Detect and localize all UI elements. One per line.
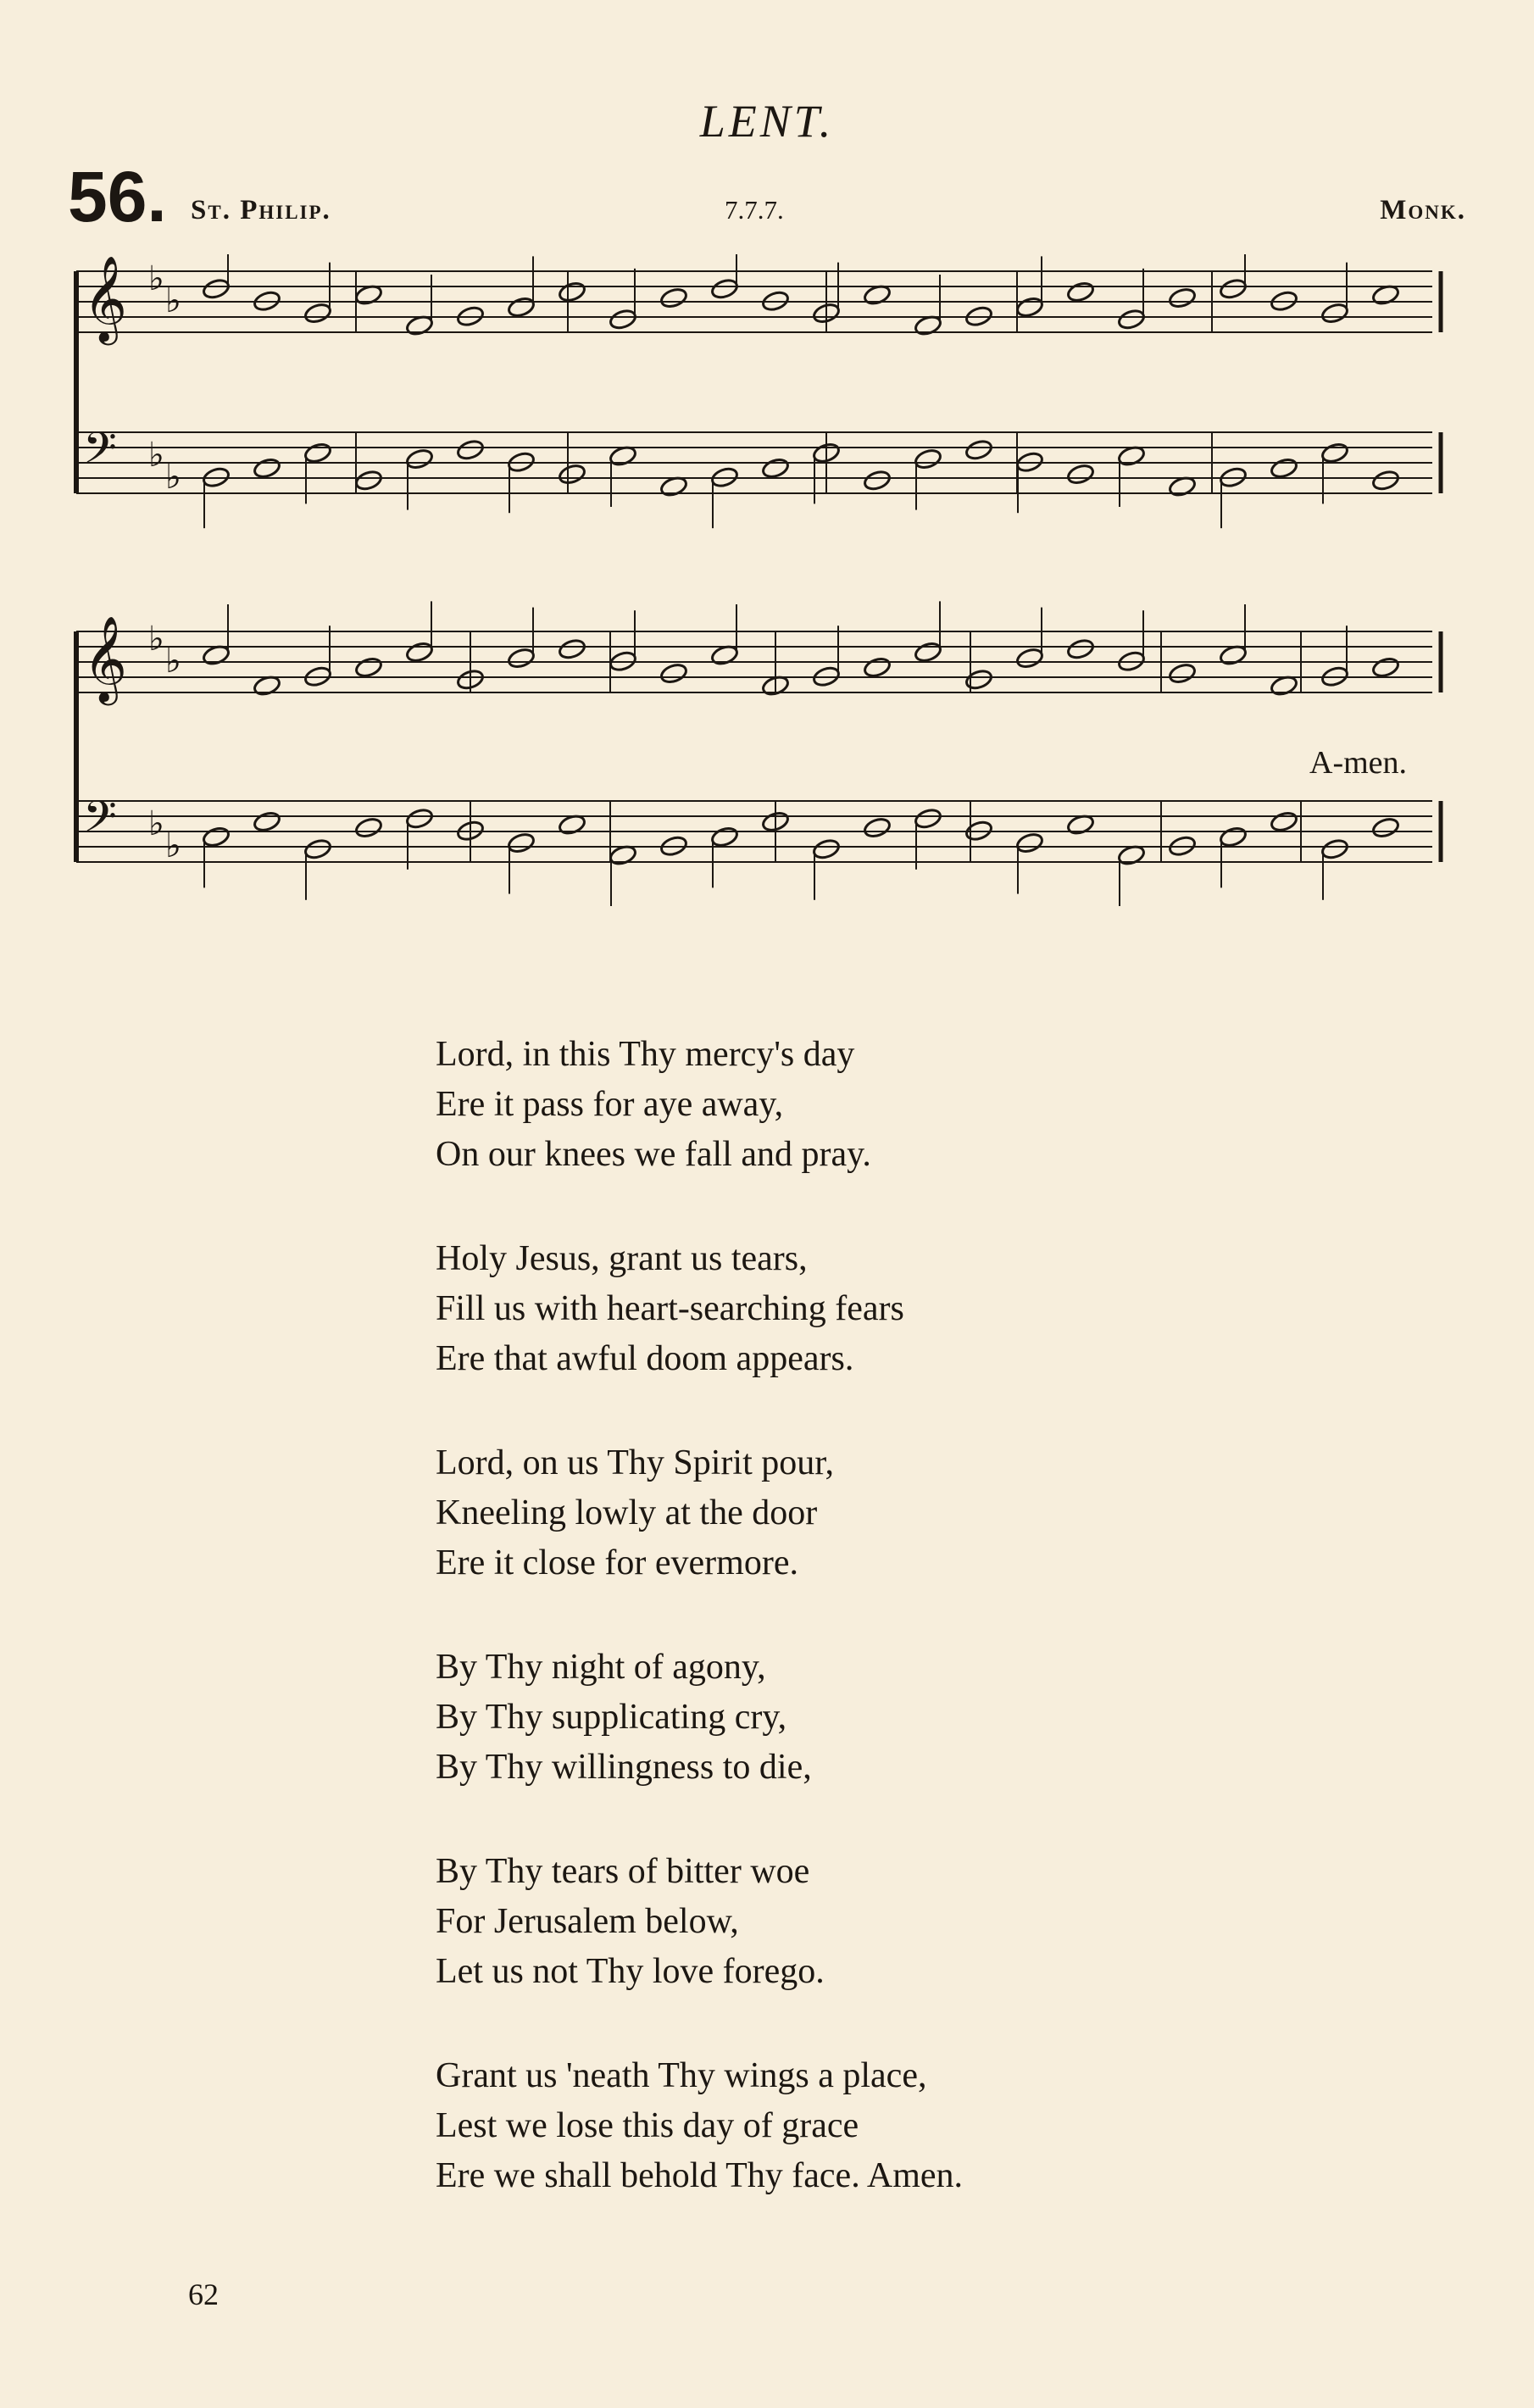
note-head bbox=[354, 656, 383, 679]
note-head bbox=[1371, 816, 1400, 839]
music-score bbox=[68, 254, 1466, 949]
note-head bbox=[507, 647, 536, 670]
verse-line: By Thy willingness to die, bbox=[436, 1748, 812, 1787]
note-head bbox=[812, 837, 841, 860]
hymn-verses bbox=[436, 1030, 1283, 2255]
note-head bbox=[507, 831, 536, 854]
verse-line: Ere it pass for aye away, bbox=[436, 1085, 784, 1124]
verse-2 bbox=[436, 1234, 1283, 1384]
verse-line: By Thy night of agony, bbox=[436, 1648, 766, 1687]
verse-5 bbox=[436, 1847, 1283, 1997]
note-head bbox=[202, 826, 231, 848]
verse-4 bbox=[436, 1643, 1283, 1793]
note-head bbox=[253, 810, 281, 833]
note-head bbox=[558, 281, 586, 303]
verse-line: By Thy supplicating cry, bbox=[436, 1698, 787, 1737]
verse-line: Ere it close for evermore. bbox=[436, 1543, 798, 1582]
note-head bbox=[659, 662, 688, 685]
note-head bbox=[863, 469, 892, 492]
note-head bbox=[863, 656, 892, 679]
note-head bbox=[964, 438, 993, 461]
hymn-number: 56. bbox=[68, 157, 167, 236]
verse-line: Lord, in this Thy mercy's day bbox=[436, 1035, 855, 1074]
note-head bbox=[914, 641, 942, 664]
hymn-header bbox=[68, 157, 1466, 237]
note-head bbox=[405, 807, 434, 830]
note-head bbox=[507, 296, 536, 319]
note-head bbox=[1066, 637, 1095, 660]
note-head bbox=[1066, 281, 1095, 303]
composer-name: Monk. bbox=[1380, 195, 1466, 225]
note-head bbox=[1270, 457, 1298, 480]
flat-icon: ♭ bbox=[148, 620, 164, 659]
note-head bbox=[405, 448, 434, 470]
treble-clef-icon: 𝄞 bbox=[83, 615, 128, 702]
verse-line: Ere we shall behold Thy face. Amen. bbox=[436, 2156, 964, 2195]
note-head bbox=[1371, 656, 1400, 679]
note-head bbox=[863, 816, 892, 839]
verse-line: Lest we lose this day of grace bbox=[436, 2106, 859, 2145]
note-head bbox=[1270, 810, 1298, 833]
verse-line: Let us not Thy love forego. bbox=[436, 1952, 825, 1991]
note-head bbox=[1015, 831, 1044, 854]
verse-line: Fill us with heart-searching fears bbox=[436, 1289, 904, 1328]
note-head bbox=[558, 463, 586, 486]
note-head bbox=[1320, 302, 1349, 325]
verse-line: Grant us 'neath Thy wings a place, bbox=[436, 2056, 927, 2095]
note-head bbox=[761, 457, 790, 480]
note-head bbox=[964, 668, 993, 691]
score-staves bbox=[68, 254, 1466, 949]
verse-line: On our knees we fall and pray. bbox=[436, 1135, 871, 1174]
bass-clef-icon: 𝄢 bbox=[83, 422, 117, 484]
flat-icon: ♭ bbox=[165, 281, 181, 320]
flat-icon: ♭ bbox=[165, 458, 181, 497]
note-head bbox=[303, 442, 332, 464]
note-head bbox=[914, 807, 942, 830]
bass-clef-icon: 𝄢 bbox=[83, 791, 117, 853]
flat-icon: ♭ bbox=[148, 436, 164, 475]
note-head bbox=[558, 637, 586, 660]
note-head bbox=[609, 308, 637, 331]
amen-label: A-men. bbox=[1309, 745, 1408, 781]
note-head bbox=[659, 286, 688, 309]
note-head bbox=[1168, 662, 1197, 685]
verse-line: Holy Jesus, grant us tears, bbox=[436, 1239, 808, 1278]
flat-icon: ♭ bbox=[148, 804, 164, 843]
verse-line: For Jerusalem below, bbox=[436, 1902, 739, 1941]
note-head bbox=[202, 277, 231, 300]
treble-clef-icon: 𝄞 bbox=[83, 254, 128, 342]
verse-line: Kneeling lowly at the door bbox=[436, 1493, 818, 1532]
hymn-meter: 7.7.7. bbox=[725, 195, 784, 225]
note-head bbox=[1066, 463, 1095, 486]
verse-1 bbox=[436, 1030, 1283, 1180]
verse-line: Ere that awful doom appears. bbox=[436, 1339, 854, 1378]
flat-icon: ♭ bbox=[148, 259, 164, 298]
note-head bbox=[914, 448, 942, 470]
note-head bbox=[303, 837, 332, 860]
flat-icon: ♭ bbox=[165, 642, 181, 681]
note-head bbox=[1320, 837, 1349, 860]
verse-line: By Thy tears of bitter woe bbox=[436, 1852, 810, 1891]
note-head bbox=[253, 457, 281, 480]
note-head bbox=[1015, 296, 1044, 319]
flat-icon: ♭ bbox=[165, 826, 181, 865]
note-head bbox=[710, 826, 739, 848]
note-head bbox=[1371, 469, 1400, 492]
note-head bbox=[405, 641, 434, 664]
note-head bbox=[303, 302, 332, 325]
note-head bbox=[1168, 286, 1197, 309]
verse-line: Lord, on us Thy Spirit pour, bbox=[436, 1443, 835, 1482]
note-head bbox=[354, 816, 383, 839]
note-head bbox=[710, 277, 739, 300]
note-head bbox=[1117, 308, 1146, 331]
section-title: LENT. bbox=[699, 96, 835, 147]
tune-name: St. Philip. bbox=[191, 195, 331, 225]
verse-6 bbox=[436, 2051, 1283, 2201]
note-head bbox=[1320, 442, 1349, 464]
note-head bbox=[1219, 277, 1248, 300]
verse-3 bbox=[436, 1438, 1283, 1588]
note-head bbox=[1015, 647, 1044, 670]
note-head bbox=[1219, 826, 1248, 848]
note-head bbox=[354, 469, 383, 492]
note-head bbox=[456, 438, 485, 461]
page-number: 62 bbox=[188, 2277, 219, 2311]
